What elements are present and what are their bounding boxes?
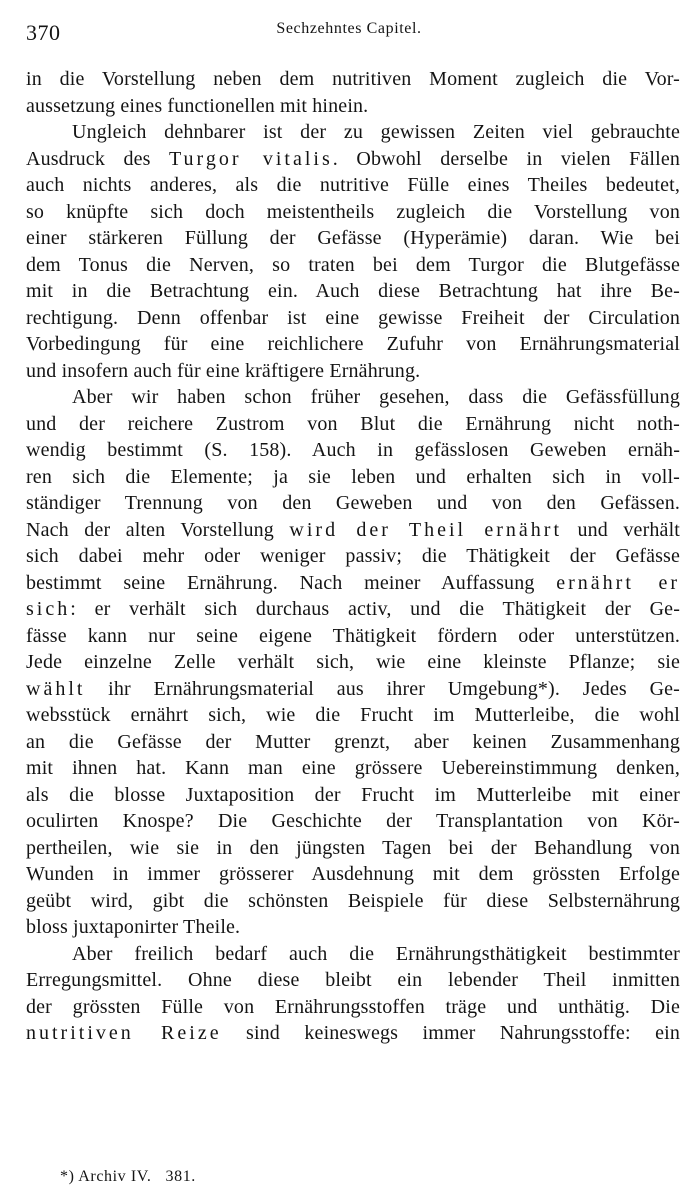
text-run: : er verhält sich durchaus activ, und die Thätigkeit der Ge- (70, 598, 680, 620)
text-run: und verhält (562, 518, 680, 541)
footnote-page: 381. (165, 1168, 196, 1185)
spaced-emphasis: sich (26, 598, 71, 620)
text-line: an die Gefässe der Mutter grenzt, aber keinen Zusammenhang (26, 730, 680, 753)
text-line: Jede einzelne Zelle verhält sich, wie eine kleinste Pflanze; sie (26, 651, 680, 673)
running-title: Sechzehntes Capitel. (276, 20, 422, 37)
text-line: pertheilen, wie sie in den jüngsten Tagen bei der Behandlung von (26, 836, 680, 859)
text-line: Aber wir haben schon früher gesehen, dass die Gefässfüllung (72, 386, 680, 408)
text-run: Nach der alten Vorstellung (26, 518, 290, 541)
text-line (26, 570, 680, 597)
text-run: . Obwohl derselbe in vielen Fällen (332, 147, 681, 170)
text-line: rechtigung. Denn offenbar ist eine gewisse Freiheit der Circulation (26, 306, 680, 329)
spaced-emphasis: wird der Theil ernährt (289, 518, 563, 541)
text-line: websstück ernährt sich, wie die Frucht im Mutterleibe, die wohl (26, 704, 680, 726)
text-line: als die blosse Juxtaposition der Frucht im Mutterleibe mit einer (26, 783, 680, 806)
text-line: der grössten Fülle von Ernährungsstoffen träge und unthätig. Die (26, 995, 680, 1018)
text-line: Ungleich dehnbarer ist der zu gewissen Zeiten viel gebrauchte (72, 121, 680, 143)
text-line: Vorbedingung für eine reichlichere Zufuhr von Ernährungsmaterial (26, 333, 680, 355)
text-line (26, 146, 680, 173)
text-line: so knüpfte sich doch meistentheils zugleich die Vorstellung von (26, 200, 680, 223)
text-line: mit in die Betrachtung ein. Auch diese Betrachtung hat ihre Be- (26, 280, 680, 302)
text-line: dem Tonus die Nerven, so traten bei dem Turgor die Blutgefässe (26, 253, 680, 276)
footnote (60, 1168, 196, 1186)
page-number: 370 (26, 20, 61, 45)
text-line: auch nichts anderes, als die nutritive Fülle eines Theiles bedeutet, (26, 174, 680, 196)
text-line (26, 517, 680, 544)
text-line: fässe kann nur seine eigene Thätigkeit fördern oder unterstützen. (26, 624, 680, 647)
text-run: bestimmt seine Ernährung. Nach meiner Auffassung (26, 571, 557, 594)
text-run: Ausdruck des (26, 147, 170, 170)
text-line: in die Vorstellung neben dem nutritiven Moment zugleich die Vor- (26, 68, 680, 90)
text-line: wendig bestimmt (S. 158). Auch in gefässlosen Geweben ernäh- (26, 439, 680, 461)
text-line: geübt wird, gibt die schönsten Beispiele für diese Selbsternährung (26, 889, 680, 912)
body-text (26, 66, 680, 1047)
text-line: bloss juxtaponirter Theile. (26, 916, 241, 938)
footnote-marker: *) (60, 1168, 75, 1185)
text-line (26, 676, 680, 703)
text-line (26, 1020, 680, 1047)
text-run: ihr Ernährungsmaterial aus ihrer Umgebung*). Jedes Ge- (85, 677, 680, 700)
text-line: Erregungsmittel. Ohne diese bleibt ein lebender Theil inmitten (26, 969, 680, 991)
text-line: Wunden in immer grösserer Ausdehnung mit dem grössten Erfolge (26, 863, 680, 885)
text-line (26, 596, 680, 623)
text-line: sich dabei mehr oder weniger passiv; die Thätigkeit der Gefässe (26, 545, 680, 567)
spaced-emphasis: wählt (26, 677, 86, 700)
spaced-emphasis: nutritiven Reize (26, 1022, 222, 1044)
spaced-emphasis: Turgor vitalis (169, 147, 333, 170)
footnote-text: Archiv IV. (78, 1168, 152, 1185)
text-line: Aber freilich bedarf auch die Ernährungsthätigkeit bestimmter (72, 942, 680, 965)
text-line: oculirten Knospe? Die Geschichte der Transplantation von Kör- (26, 810, 680, 832)
text-line: und insofern auch für eine kräftigere Ernährung. (26, 359, 421, 382)
text-line: einer stärkeren Füllung der Gefässe (Hyperämie) daran. Wie bei (26, 227, 680, 249)
text-line: mit ihnen hat. Kann man eine grössere Uebereinstimmung denken, (26, 757, 680, 779)
text-line: und der reichere Zustrom von Blut die Ernährung nicht noth- (26, 412, 680, 435)
text-run: sind keineswegs immer Nahrungsstoffe: ein (221, 1022, 680, 1044)
text-line: ren sich die Elemente; ja sie leben und erhalten sich in voll- (26, 465, 680, 488)
text-line: ständiger Trennung von den Geweben und von den Gefässen. (26, 492, 680, 514)
spaced-emphasis: ernährt er (556, 571, 680, 594)
text-line: aussetzung eines functionellen mit hinein. (26, 94, 369, 117)
